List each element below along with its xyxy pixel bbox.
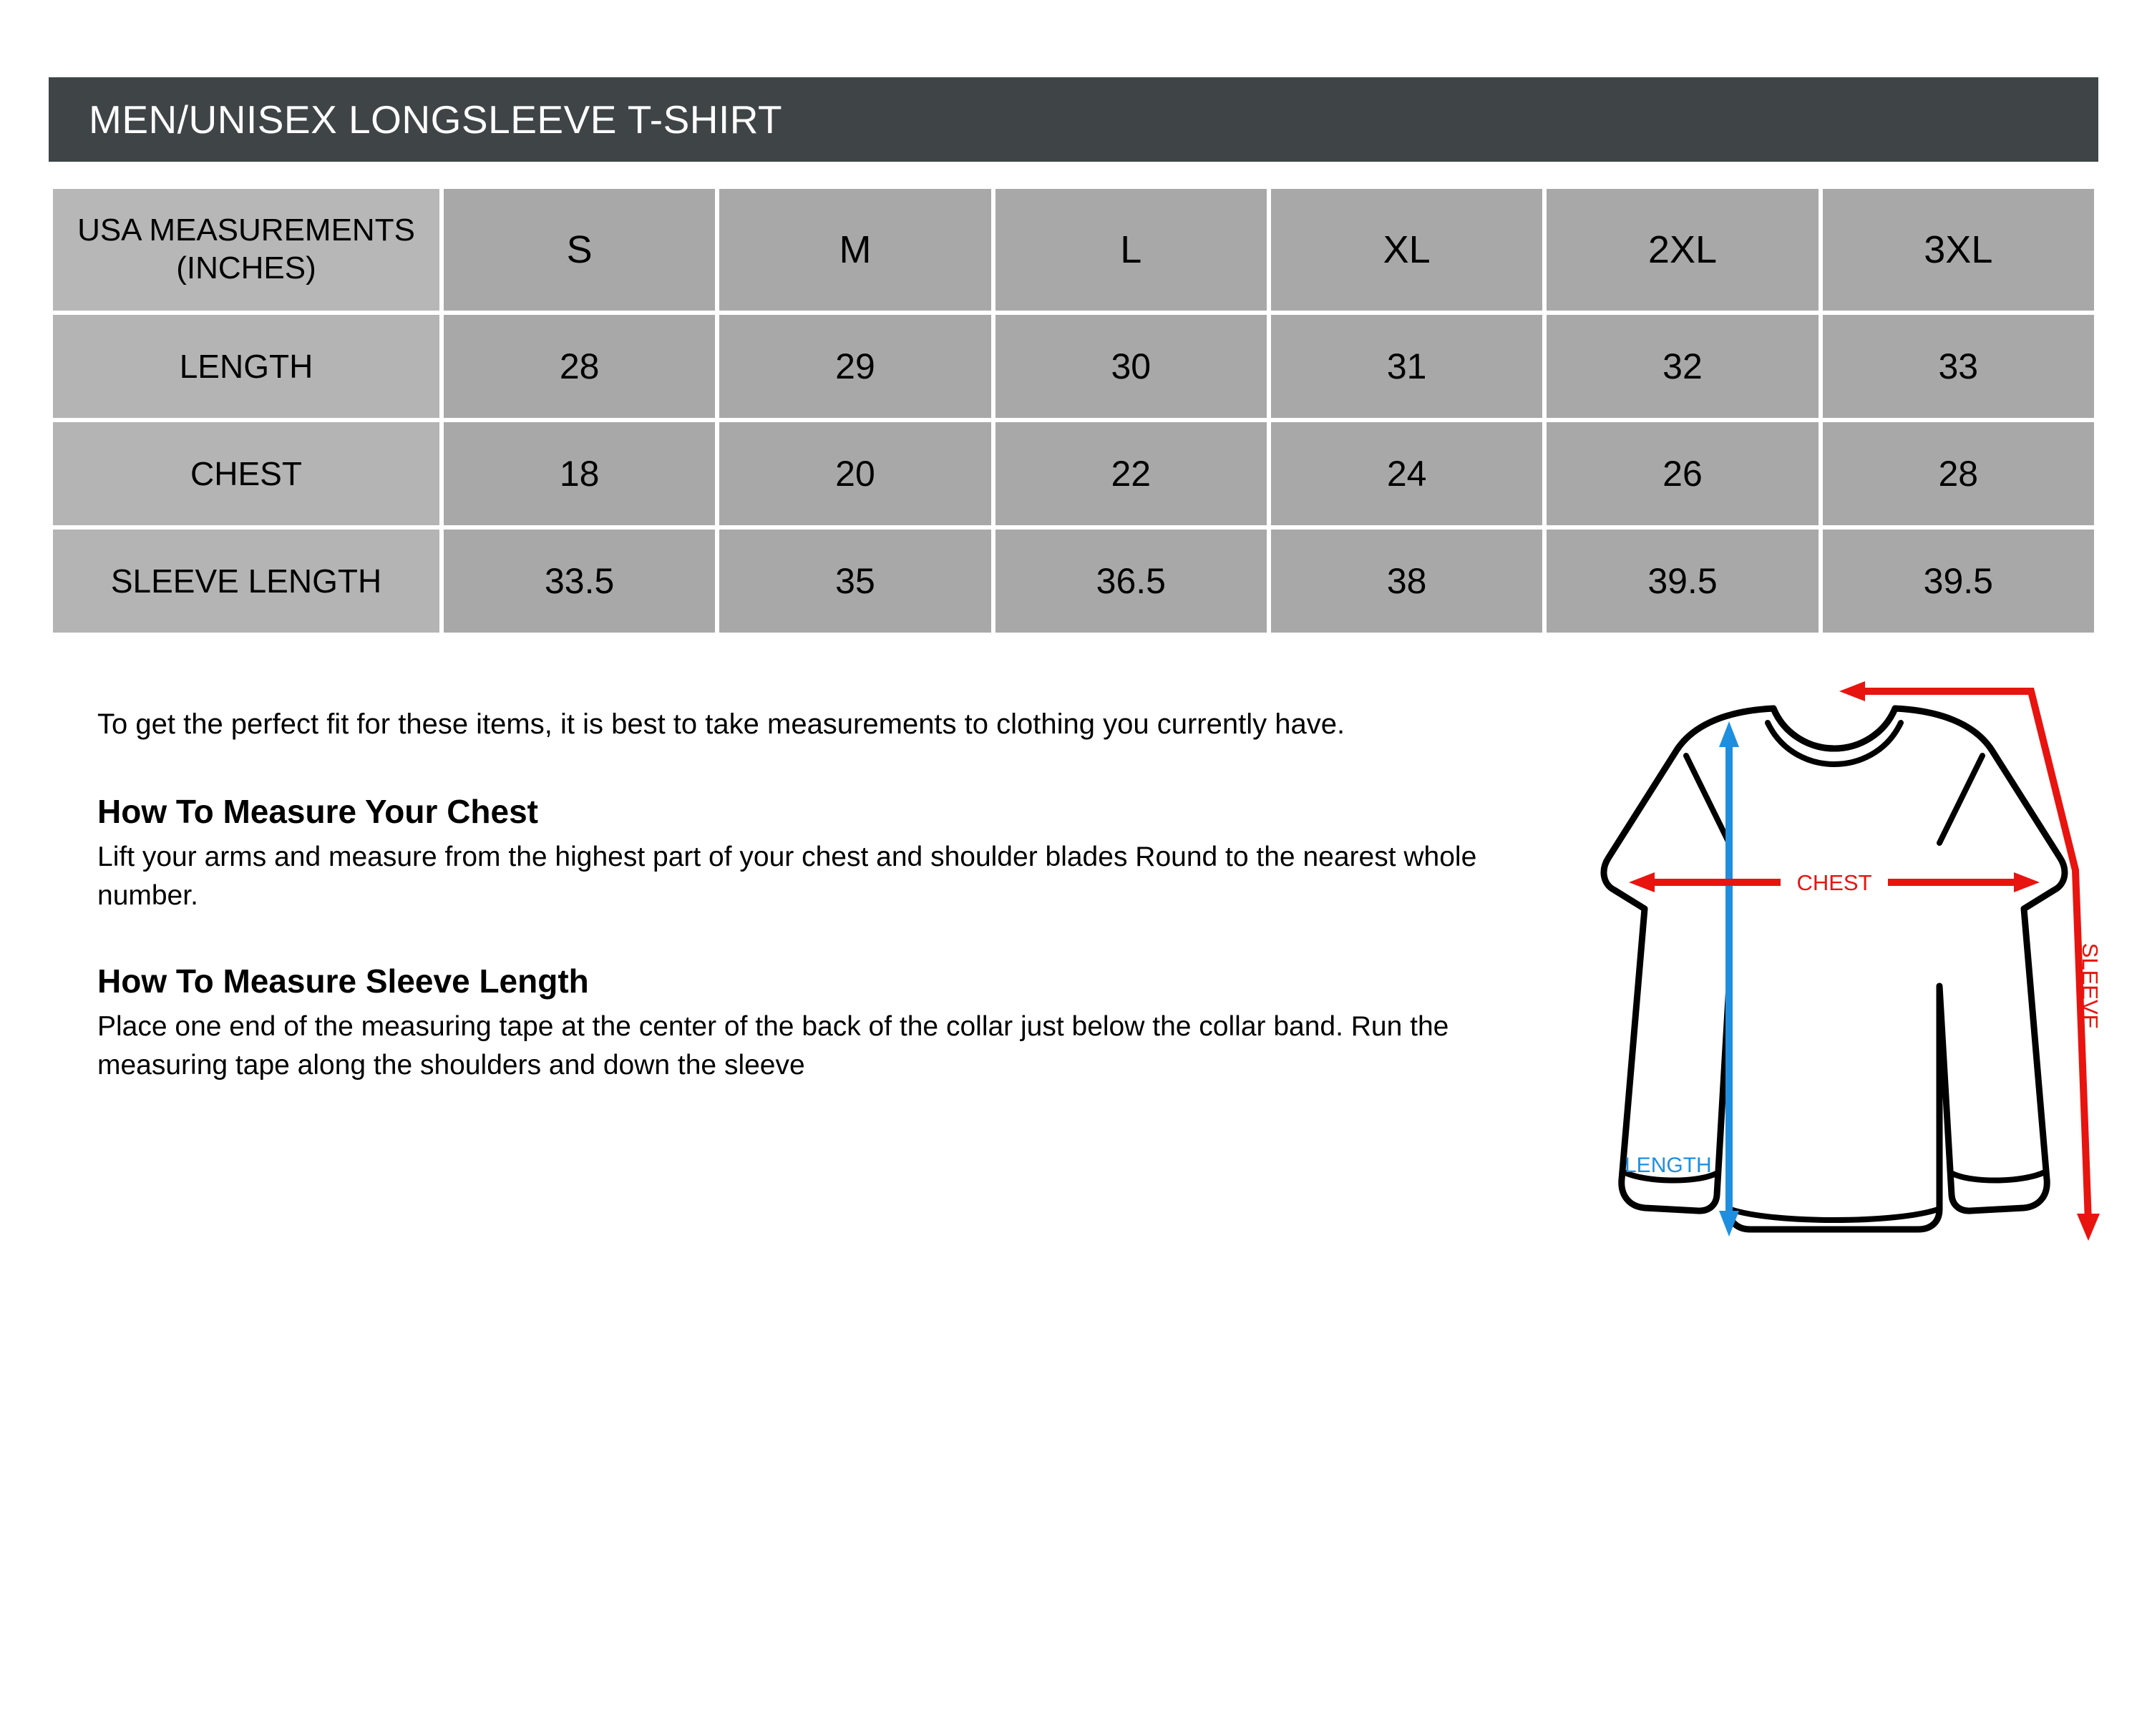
table-row [53,315,2094,418]
cell-sleeve-m: 35 [719,530,990,633]
chest-label: CHEST [1796,870,1872,895]
table-size-header: M [719,189,990,311]
table-size-header: 3XL [1823,189,2094,311]
cell-length-2xl: 32 [1547,315,1818,418]
length-label: LENGTH [1625,1154,1712,1177]
table-size-header: L [995,189,1267,311]
row-label-chest: CHEST [53,422,439,525]
measurement-diagram [1487,678,2103,1272]
row-label-length: LENGTH [53,315,439,418]
table-size-header: S [444,189,715,311]
table-row [53,530,2094,633]
cell-sleeve-s: 33.5 [444,530,715,633]
row-label-sleeve-length: SLEEVE LENGTH [53,530,439,633]
intro-text: To get the perfect fit for these items, it is best to take measurements to clothing you currently have. [97,708,1345,740]
cell-sleeve-2xl: 39.5 [1547,530,1818,633]
page-title: MEN/UNISEX LONGSLEEVE T-SHIRT [89,97,783,142]
cell-chest-2xl: 26 [1547,422,1818,525]
cell-sleeve-l: 36.5 [995,530,1267,633]
chest-body: Lift your arms and measure from the highest part of your chest and shoulder blades Round to the nearest whole number. [97,841,1477,911]
cell-length-xl: 31 [1271,315,1542,418]
cell-chest-3xl: 28 [1823,422,2094,525]
table-header-row [53,189,2094,311]
page-title-bar [49,77,2098,162]
table-row [53,422,2094,525]
instructions-section [49,678,2103,1272]
longsleeve-shirt-illustration [1459,678,2103,1272]
size-chart-page [0,77,2147,1736]
cell-length-m: 29 [719,315,990,418]
cell-chest-xl: 24 [1271,422,1542,525]
cell-length-3xl: 33 [1823,315,2094,418]
sleeve-body: Place one end of the measuring tape at the center of the back of the collar just below the collar band. Run the measuring tape along the shoulders and down the sleeve [97,1011,1449,1081]
table-corner-label: USA MEASUREMENTS (INCHES) [53,189,439,311]
cell-chest-m: 20 [719,422,990,525]
size-table [49,185,2098,637]
sleeve-heading: How To Measure Sleeve Length [97,962,589,1000]
cell-chest-s: 18 [444,422,715,525]
instructions-text-column [49,678,1487,1085]
cell-sleeve-xl: 38 [1271,530,1542,633]
table-size-header: 2XL [1547,189,1818,311]
sleeve-label: SLEEVE [2078,942,2103,1030]
cell-length-l: 30 [995,315,1267,418]
cell-chest-l: 22 [995,422,1267,525]
cell-sleeve-3xl: 39.5 [1823,530,2094,633]
cell-length-s: 28 [444,315,715,418]
table-size-header: XL [1271,189,1542,311]
chest-heading: How To Measure Your Chest [97,792,538,830]
